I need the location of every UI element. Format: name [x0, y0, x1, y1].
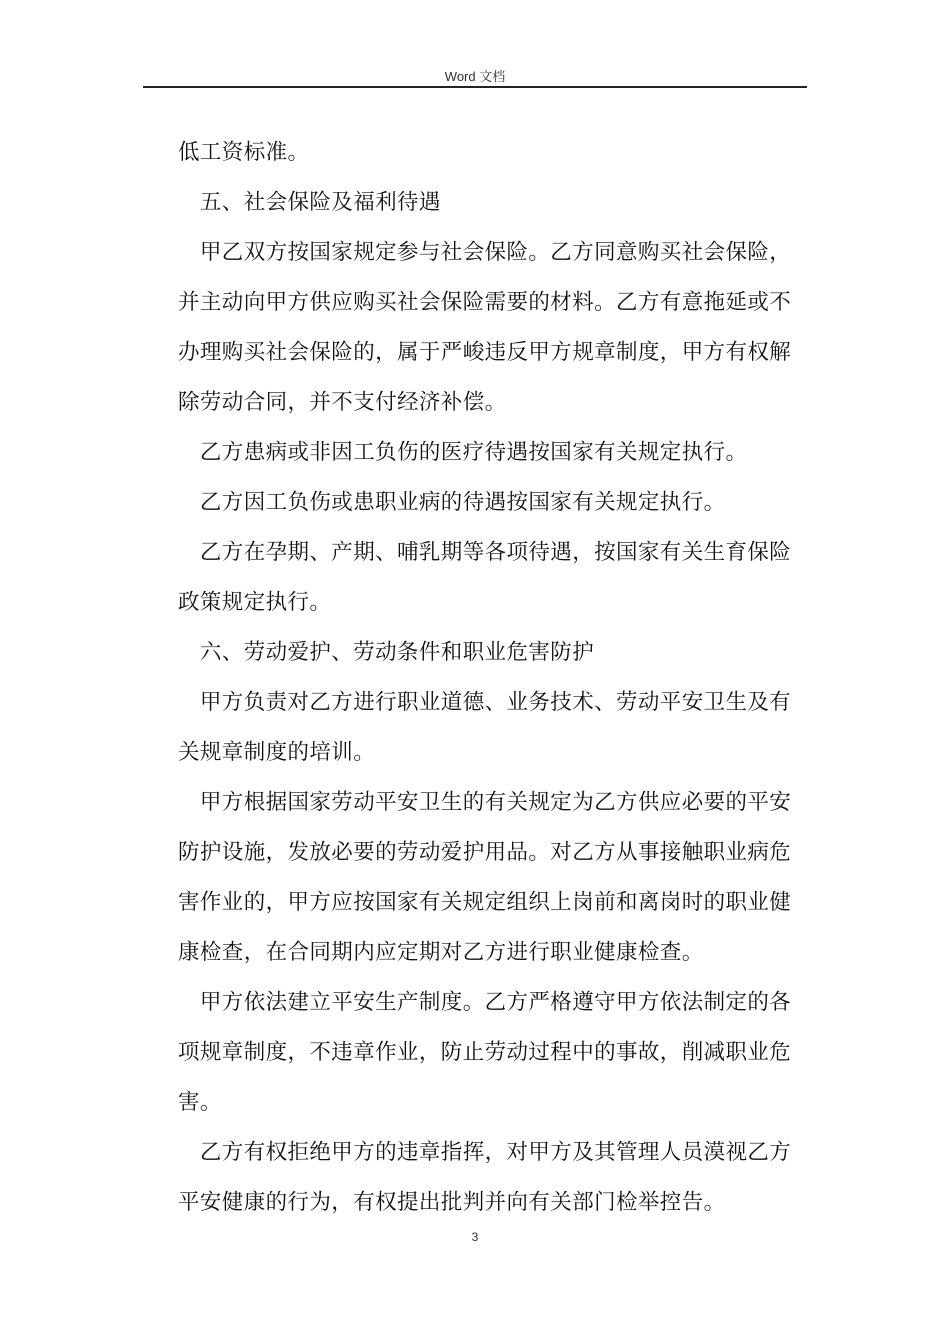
text-line: 项规章制度，不违章作业，防止劳动过程中的事故，削减职业危 [178, 1040, 792, 1065]
document-body [178, 128, 818, 1228]
page-number: 3 [471, 1230, 479, 1244]
text-line: 甲方依法建立平安生产制度。乙方严格遵守甲方依法制定的各 [178, 990, 792, 1015]
text-line: 甲方负责对乙方进行职业道德、业务技术、劳动平安卫生及有 [178, 690, 792, 715]
text-line: 低工资标准。 [178, 140, 310, 165]
text-line: 乙方有权拒绝甲方的违章指挥，对甲方及其管理人员漠视乙方 [178, 1140, 792, 1165]
text-line: 关规章制度的培训。 [178, 740, 376, 765]
text-line: 除劳动合同，并不支付经济补偿。 [178, 390, 507, 415]
text-line: 办理购买社会保险的，属于严峻违反甲方规章制度，甲方有权解 [178, 340, 792, 365]
section-heading-6: 六、劳动爱护、劳动条件和职业危害防护 [178, 640, 595, 665]
text-line: 害。 [178, 1090, 222, 1115]
text-line: 政策规定执行。 [178, 590, 332, 615]
text-line: 乙方患病或非因工负伤的医疗待遇按国家有关规定执行。 [178, 440, 748, 465]
text-line: 康检查，在合同期内应定期对乙方进行职业健康检查。 [178, 940, 704, 965]
header-title: Word 文档 [444, 69, 506, 84]
text-line: 平安健康的行为，有权提出批判并向有关部门检举控告。 [178, 1190, 726, 1215]
text-line: 害作业的，甲方应按国家有关规定组织上岗前和离岗时的职业健 [178, 890, 792, 915]
text-line: 甲方根据国家劳动平安卫生的有关规定为乙方供应必要的平安 [178, 790, 792, 815]
text-line: 乙方在孕期、产期、哺乳期等各项待遇，按国家有关生育保险 [178, 540, 792, 565]
text-line: 防护设施，发放必要的劳动爱护用品。对乙方从事接触职业病危 [178, 840, 792, 865]
header-divider [143, 86, 807, 88]
text-line: 甲乙双方按国家规定参与社会保险。乙方同意购买社会保险， [178, 240, 792, 265]
section-heading-5: 五、社会保险及福利待遇 [178, 190, 441, 215]
text-line: 并主动向甲方供应购买社会保险需要的材料。乙方有意拖延或不 [178, 290, 792, 315]
text-line: 乙方因工负伤或患职业病的待遇按国家有关规定执行。 [178, 490, 726, 515]
